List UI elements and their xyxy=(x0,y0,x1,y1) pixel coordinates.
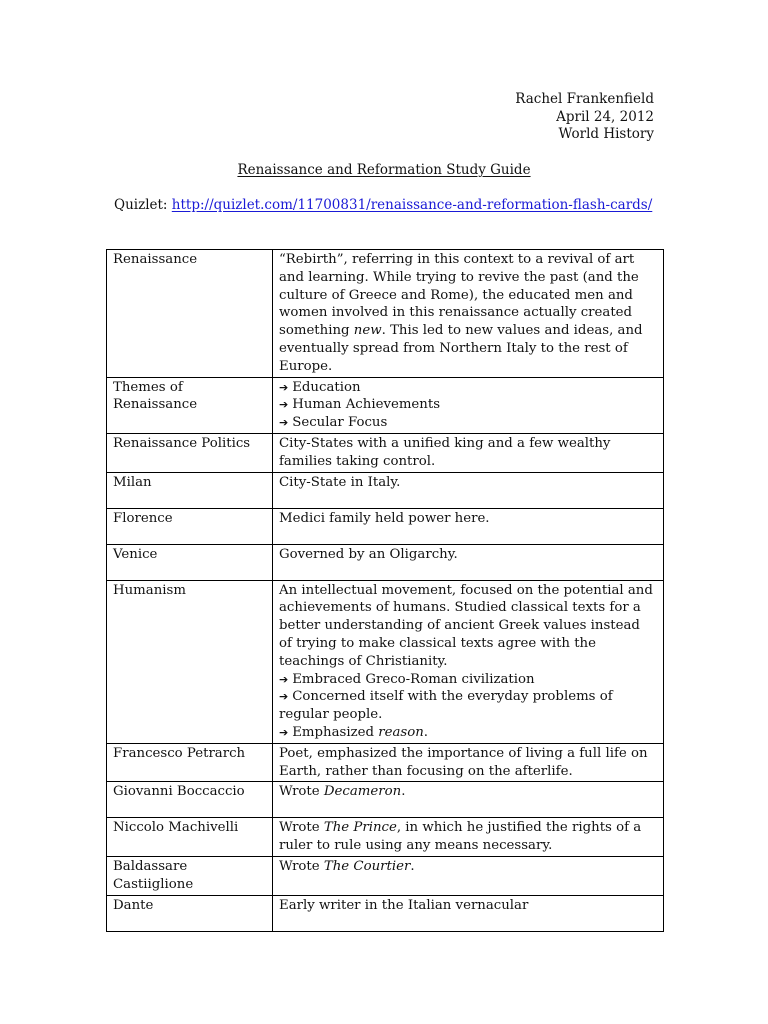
definition-cell xyxy=(273,580,664,743)
term-cell: Renaissance Politics xyxy=(107,433,273,472)
term-cell: Milan xyxy=(107,472,273,508)
text-run: Governed by an Oligarchy. xyxy=(279,546,458,562)
emphasized-text: The Prince xyxy=(323,820,397,836)
text-run: City-State in Italy. xyxy=(279,474,401,490)
table-row xyxy=(107,544,664,580)
text-run: An intellectual movement, focused on the potential and achievements of humans. Studied classical texts for a better understanding of ancient Greek values instead of trying to make classical texts agree with the teachings of Christianity. xyxy=(279,582,653,669)
page-title: Renaissance and Reformation Study Guide xyxy=(237,162,531,178)
text-run: Poet, emphasized the importance of living a full life on Earth, rather than focusing on the afterlife. xyxy=(279,745,648,779)
definition-text xyxy=(279,820,641,853)
definition-text xyxy=(279,252,643,374)
definition-text xyxy=(279,436,610,469)
definition-cell xyxy=(273,782,664,818)
term-cell: Niccolo Machivelli xyxy=(107,818,273,857)
text-run: , in which he justified the rights of a ruler to rule using any means necessary. xyxy=(279,820,642,854)
study-guide-table xyxy=(106,249,664,932)
bullet-item xyxy=(279,688,657,724)
term-cell: Florence xyxy=(107,508,273,544)
emphasized-text: reason xyxy=(378,724,424,740)
bullet-text: Concerned itself with the everyday problems of regular people. xyxy=(279,689,613,723)
right-arrow-icon: ➔ xyxy=(279,380,289,394)
term-cell: Baldassare Castiiglione xyxy=(107,856,273,895)
table-row xyxy=(107,433,664,472)
bullet-text: Education xyxy=(292,379,361,395)
emphasized-text: Decameron xyxy=(323,784,402,800)
bullet-item xyxy=(279,414,657,432)
definition-text xyxy=(279,898,528,913)
author-block xyxy=(515,91,654,144)
quizlet-label: Quizlet: xyxy=(114,197,168,213)
right-arrow-icon: ➔ xyxy=(279,398,289,412)
bullet-item xyxy=(279,379,657,397)
definition-cell xyxy=(273,472,664,508)
definition-cell xyxy=(273,250,664,378)
definition-cell xyxy=(273,544,664,580)
bullet-item xyxy=(279,396,657,414)
emphasized-text: new xyxy=(353,323,382,339)
author-name: Rachel Frankenfield xyxy=(515,91,654,107)
text-run: Wrote xyxy=(279,820,324,836)
text-run: . This led to new values and ideas, and eventually spread from Northern Italy to the rest of Europe. xyxy=(279,323,643,374)
definition-text xyxy=(279,475,400,490)
definition-cell xyxy=(273,856,664,895)
right-arrow-icon: ➔ xyxy=(279,416,289,430)
text-run: . xyxy=(410,858,415,874)
text-run: Wrote xyxy=(279,784,324,800)
course-name: World History xyxy=(558,126,654,142)
bullet-item xyxy=(279,724,657,742)
text-run: Wrote xyxy=(279,858,324,874)
bullet-text: Embraced Greco-Roman civilization xyxy=(292,671,535,687)
term-cell: Humanism xyxy=(107,580,273,743)
right-arrow-icon: ➔ xyxy=(279,725,289,739)
term-cell: Francesco Petrarch xyxy=(107,743,273,782)
quizlet-link[interactable]: http://quizlet.com/11700831/renaissance-and-reformation-flash-cards/ xyxy=(171,197,653,213)
term-cell: Giovanni Boccaccio xyxy=(107,782,273,818)
table-row xyxy=(107,782,664,818)
definition-text xyxy=(279,746,648,779)
table-row xyxy=(107,818,664,857)
definition-text xyxy=(279,859,415,874)
definition-cell xyxy=(273,743,664,782)
definition-cell xyxy=(273,818,664,857)
definition-text xyxy=(279,547,458,562)
text-run: “Rebirth”, referring in this context to a revival of art and learning. While trying to revive the past (and the culture of Greece and Rome), the educated men and women involved in this renaissance actually created something xyxy=(279,252,639,339)
definition-cell xyxy=(273,508,664,544)
table-row xyxy=(107,580,664,743)
bullet-item xyxy=(279,671,657,689)
definition-text xyxy=(279,583,653,669)
right-arrow-icon: ➔ xyxy=(279,672,289,686)
bullet-text: Emphasized xyxy=(292,724,379,740)
right-arrow-icon: ➔ xyxy=(279,690,289,704)
table-row xyxy=(107,743,664,782)
term-cell: Themes of Renaissance xyxy=(107,377,273,433)
bullet-text: Secular Focus xyxy=(292,415,388,431)
definition-text xyxy=(279,511,490,526)
table-row xyxy=(107,508,664,544)
text-run: Early writer in the Italian vernacular xyxy=(279,897,529,913)
emphasized-text: The Courtier xyxy=(323,858,411,874)
definition-text xyxy=(279,784,405,799)
text-run: City-States with a unified king and a few wealthy families taking control. xyxy=(279,435,611,469)
table-row xyxy=(107,377,664,433)
term-cell: Dante xyxy=(107,895,273,931)
table-row xyxy=(107,472,664,508)
table-row xyxy=(107,250,664,378)
table-row xyxy=(107,895,664,931)
document-date: April 24, 2012 xyxy=(556,108,654,125)
bullet-text: Human Achievements xyxy=(292,397,441,413)
bullet-text: . xyxy=(423,724,429,740)
term-cell: Venice xyxy=(107,544,273,580)
definition-cell xyxy=(273,433,664,472)
text-run: Medici family held power here. xyxy=(279,510,490,526)
term-cell: Renaissance xyxy=(107,250,273,378)
definition-cell xyxy=(273,895,664,931)
quizlet-line xyxy=(114,197,652,213)
table-row xyxy=(107,856,664,895)
text-run: . xyxy=(401,784,406,800)
definition-cell xyxy=(273,377,664,433)
